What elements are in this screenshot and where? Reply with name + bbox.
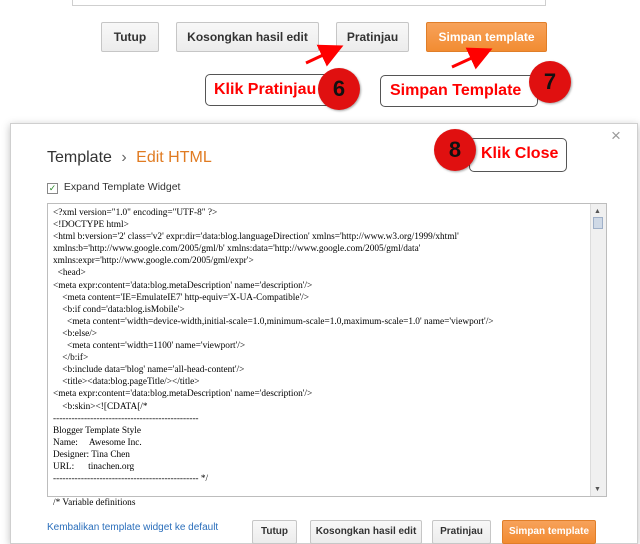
code-line: <title><data:blog.pageTitle/></title> xyxy=(53,377,200,388)
code-line: xmlns:expr='http://www.google.com/2005/gml/expr'> xyxy=(53,256,254,267)
code-line xyxy=(53,485,588,497)
callout-save xyxy=(380,75,538,107)
code-line: Designer: Tina Chen xyxy=(53,449,130,460)
dialog-preview-button[interactable]: Pratinjau xyxy=(432,520,491,544)
code-line: Blogger Template Style xyxy=(53,425,141,436)
dialog-close-icon[interactable]: × xyxy=(611,126,621,145)
dialog-close-button[interactable]: Tutup xyxy=(252,520,297,544)
arrow-to-save xyxy=(452,51,487,67)
step-badge-8: 8 xyxy=(434,129,476,171)
callout-close-text: Klik Close xyxy=(481,145,559,162)
expand-widget-checkbox[interactable]: ✓ xyxy=(48,183,57,193)
code-line: <meta content='width=1100' name='viewport'/> xyxy=(53,341,246,352)
code-line: URL: tinachen.org xyxy=(53,461,135,472)
close-button[interactable]: Tutup xyxy=(101,22,159,52)
scroll-down-arrow[interactable]: ▼ xyxy=(594,484,601,493)
dialog-save-template-button[interactable]: Simpan template xyxy=(502,520,596,544)
code-line: /* Variable definitions xyxy=(53,498,136,509)
dialog-clear-edits-button[interactable]: Kosongkan hasil edit xyxy=(310,520,422,544)
code-line: <meta content='IE=EmulateIE7' http-equiv='X-UA-Compatible'/> xyxy=(53,292,309,303)
callout-close xyxy=(469,138,567,172)
code-line: <meta expr:content='data:blog.metaDescription' name='description'/> xyxy=(53,389,313,400)
editor-bottom-edge xyxy=(72,0,546,6)
dialog-title xyxy=(47,149,212,167)
code-line: <meta expr:content='data:blog.metaDescription' name='description'/> xyxy=(53,280,313,291)
code-line: <b:skin><![CDATA[/* xyxy=(53,401,148,412)
code-line: <?xml version="1.0" encoding="UTF-8" ?> xyxy=(53,208,218,218)
code-line: <html b:version='2' class='v2' expr:dir='data:blog.languageDirection' xmlns='http://www.w3.org/1999/xhtml' xyxy=(53,232,459,243)
callout-preview xyxy=(205,74,332,106)
edit-html-dialog xyxy=(10,123,638,544)
code-line: </b:if> xyxy=(53,353,89,364)
code-line: <b:include data='blog' name='all-head-content'/> xyxy=(53,365,245,376)
step-badge-7: 7 xyxy=(529,61,571,103)
code-line: ----------------------------------------------- xyxy=(53,413,199,424)
code-line: Name: Awesome Inc. xyxy=(53,437,142,448)
restore-default-link[interactable]: Kembalikan template widget ke default xyxy=(47,522,219,533)
code-line: <!DOCTYPE html> xyxy=(53,220,129,231)
code-line: <meta content='width=device-width,initial-scale=1.0,minimum-scale=1.0,maximum-scale=1.0' name='viewport'/> xyxy=(53,316,494,327)
scroll-thumb[interactable] xyxy=(593,217,603,229)
code-lines xyxy=(53,207,588,509)
code-line: <b:if cond='data:blog.isMobile'> xyxy=(53,304,185,315)
breadcrumb-separator: › xyxy=(121,149,127,166)
expand-widget-label: Expand Template Widget xyxy=(63,181,181,193)
dialog-title-edit-html: Edit HTML xyxy=(136,149,212,166)
template-code-editor[interactable] xyxy=(47,203,607,509)
preview-button[interactable]: Pratinjau xyxy=(336,22,409,52)
code-line: <head> xyxy=(53,268,86,279)
clear-edits-button[interactable]: Kosongkan hasil edit xyxy=(176,22,319,52)
code-line: <b:else/> xyxy=(53,328,98,339)
callout-save-text: Simpan Template xyxy=(390,82,522,99)
code-line: xmlns:b='http://www.google.com/2005/gml/b' xmlns:data='http://www.google.com/2005/gml/data' xyxy=(53,244,421,255)
scroll-up-arrow[interactable]: ▲ xyxy=(594,207,601,215)
save-template-button[interactable]: Simpan template xyxy=(426,22,547,52)
expand-widget-toggle[interactable] xyxy=(47,181,180,194)
dialog-title-template: Template xyxy=(47,149,112,166)
code-line: ----------------------------------------------- */ xyxy=(53,474,209,485)
callout-preview-text: Klik Pratinjau xyxy=(214,81,317,98)
step-badge-6: 6 xyxy=(318,68,360,110)
code-scrollbar[interactable] xyxy=(590,204,606,496)
